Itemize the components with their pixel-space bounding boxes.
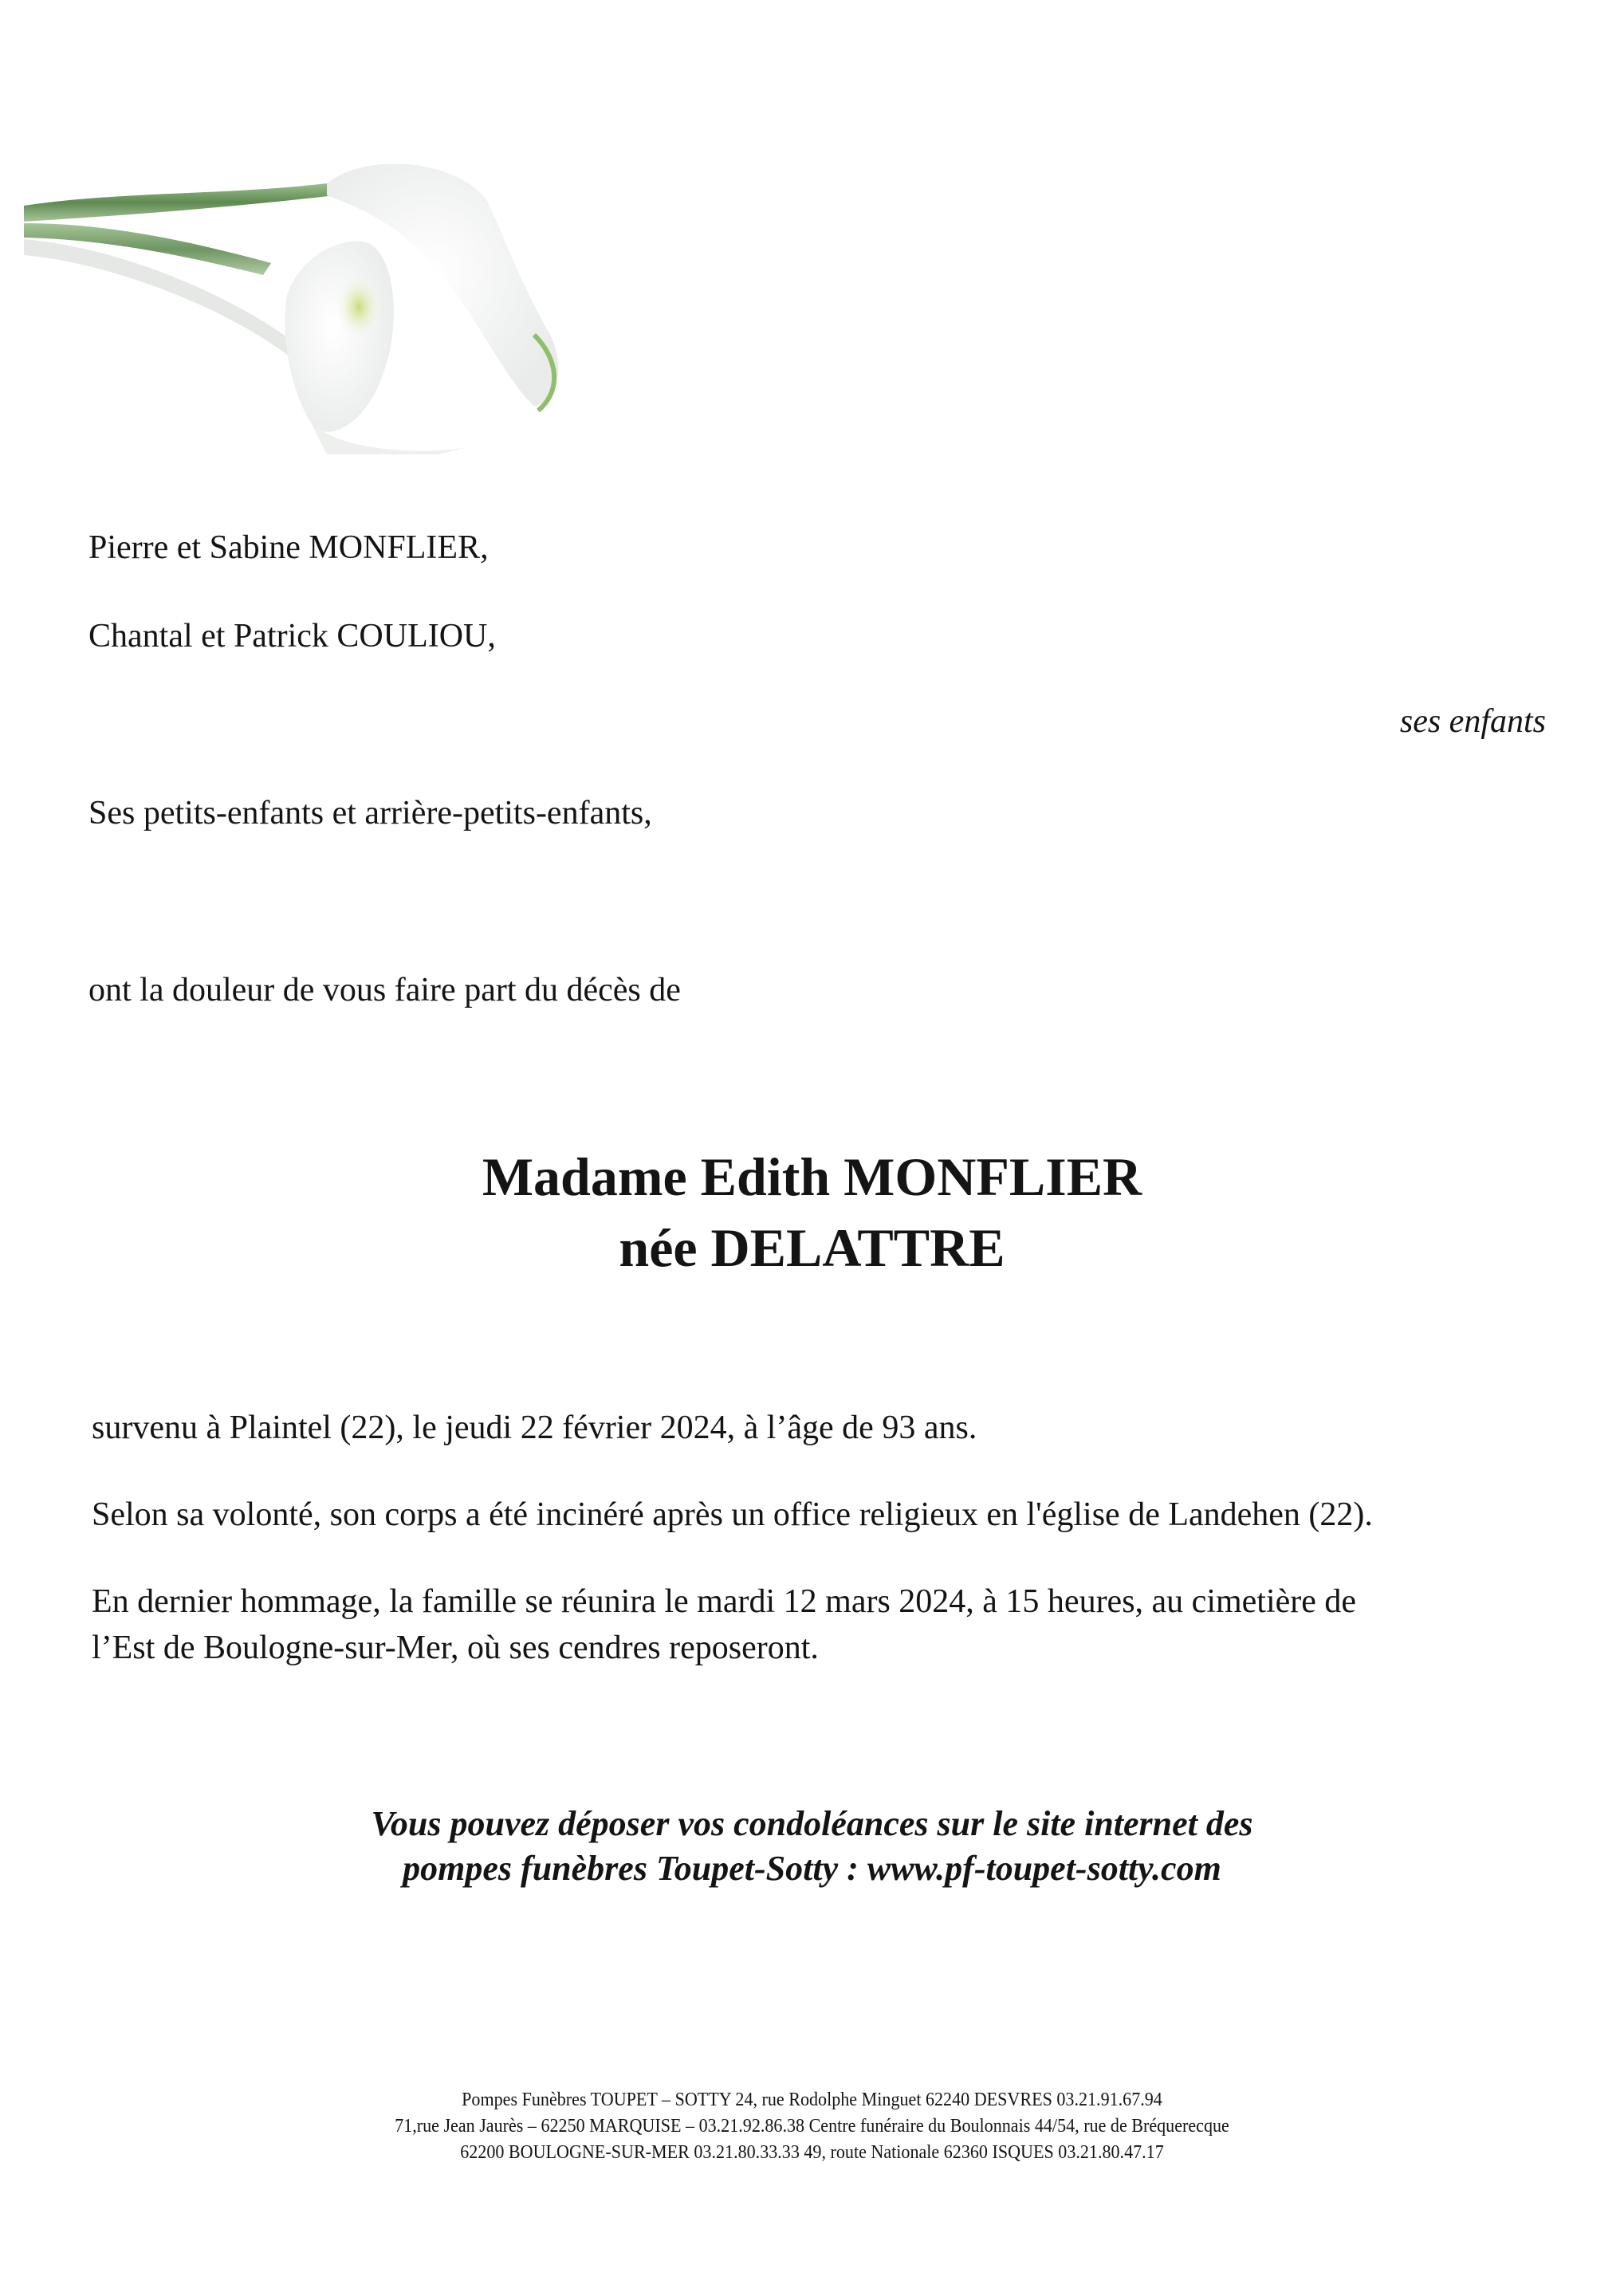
calla-lily-illustration xyxy=(24,136,622,454)
grandchildren-line: Ses petits-enfants et arrière-petits-enfants, xyxy=(88,795,652,832)
condolences-line-2: pompes funèbres Toupet-Sotty : www.pf-toupet-sotty.com xyxy=(403,1849,1221,1888)
deceased-maiden-name: née DELATTRE xyxy=(619,1217,1005,1278)
tribute-line-2: l’Est de Boulogne-sur-Mer, où ses cendres reposeront. xyxy=(92,1630,819,1666)
family-line-2: Chantal et Patrick COULIOU, xyxy=(88,618,496,655)
family-line-1: Pierre et Sabine MONFLIER, xyxy=(88,529,489,566)
children-label: ses enfants xyxy=(1399,703,1546,740)
footer-line-3: 62200 BOULOGNE-SUR-MER 03.21.80.33.33 49, route Nationale 62360 ISQUES 03.21.80.47.17 xyxy=(460,2142,1164,2163)
tribute-line-1: En dernier hommage, la famille se réunira le mardi 12 mars 2024, à 15 heures, au cimetière de xyxy=(92,1583,1357,1620)
deceased-name: Madame Edith MONFLIER xyxy=(482,1146,1142,1207)
cremation-details: Selon sa volonté, son corps a été incinéré après un office religieux en l'église de Landehen (22). xyxy=(92,1496,1373,1533)
footer-line-1: Pompes Funèbres TOUPET – SOTTY 24, rue Rodolphe Minguet 62240 DESVRES 03.21.91.67.94 xyxy=(462,2090,1162,2110)
footer-line-2: 71,rue Jean Jaurès – 62250 MARQUISE – 03.21.92.86.38 Centre funéraire du Boulonnais 44/54, rue de Bréquerecque xyxy=(395,2116,1229,2137)
announcement-line: ont la douleur de vous faire part du décès de xyxy=(88,972,681,1008)
death-details: survenu à Plaintel (22), le jeudi 22 février 2024, à l’âge de 93 ans. xyxy=(92,1409,977,1446)
condolences-line-1: Vous pouvez déposer vos condoléances sur le site internet des xyxy=(371,1804,1253,1843)
